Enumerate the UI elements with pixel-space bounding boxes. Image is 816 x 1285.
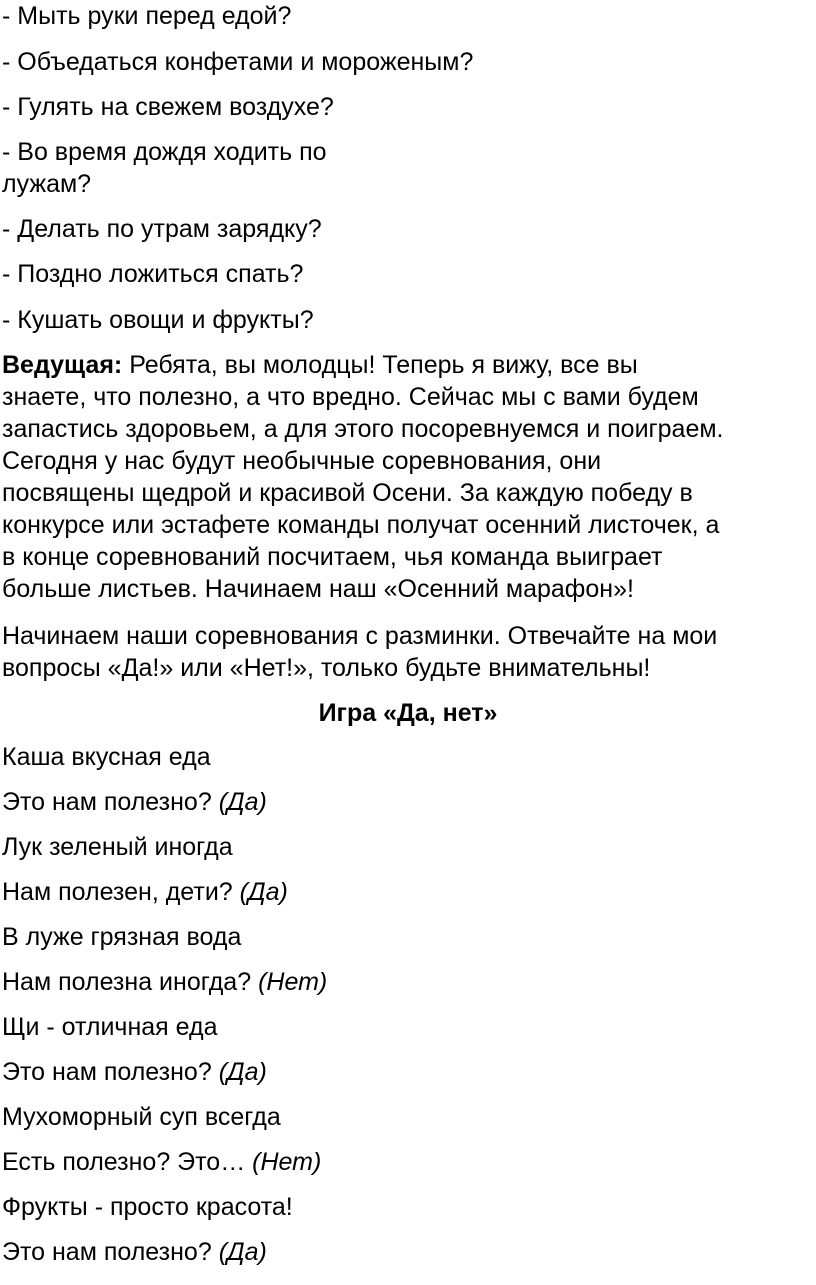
- verse-text: Это нам полезно?: [2, 1058, 219, 1086]
- game-verse-line: [2, 741, 211, 773]
- game-verse-line: [2, 831, 233, 863]
- warmup-text-row: Начинаем наши соревнования с разминки. Отвечайте на мои: [2, 622, 718, 650]
- verse-text: Щи - отличная еда: [2, 1013, 218, 1041]
- verse-text: Нам полезен, дети?: [2, 878, 240, 906]
- question-line: - Мыть руки перед едой?: [2, 2, 292, 30]
- game-verse-line: [2, 1011, 218, 1043]
- host-text-row: знаете, что полезно, а что вредно. Сейчас мы с вами будем: [2, 383, 699, 411]
- verse-answer: (Нет): [252, 1148, 322, 1176]
- question-line-continued: лужам?: [2, 170, 92, 198]
- verse-answer: (Да): [218, 1058, 267, 1086]
- verse-text: Есть полезно? Это…: [2, 1148, 253, 1176]
- game-verse-line: [2, 966, 327, 998]
- verse-text: Это нам полезно?: [2, 788, 219, 816]
- host-text-row: конкурсе или эстафете команды получат осенний листочек, а: [2, 511, 720, 539]
- host-text-row: в конце соревнований посчитаем, чья команда выиграет: [2, 543, 663, 571]
- question-line: - Объедаться конфетами и мороженым?: [2, 48, 474, 76]
- verse-text: Это нам полезно?: [2, 1238, 219, 1266]
- game-verse-line: [2, 1146, 321, 1178]
- question-line: - Гулять на свежем воздухе?: [2, 93, 334, 121]
- verse-answer: (Да): [218, 788, 267, 816]
- game-verse-line: [2, 1056, 267, 1088]
- verse-answer: (Да): [218, 1238, 267, 1266]
- game-verse-line: [2, 786, 267, 818]
- verse-text: Каша вкусная еда: [2, 743, 211, 771]
- verse-text: В луже грязная вода: [2, 923, 242, 951]
- host-text: Ребята, вы молодцы! Теперь я вижу, все вы: [122, 351, 638, 379]
- warmup-paragraph: [2, 620, 814, 684]
- verse-text: Мухоморный суп всегда: [2, 1103, 281, 1131]
- verse-answer: (Да): [239, 878, 288, 906]
- game-title: Игра «Да, нет»: [318, 699, 498, 727]
- game-verse-line: [2, 1191, 293, 1223]
- host-text-row: посвящены щедрой и красивой Осени. За каждую победу в: [2, 479, 693, 507]
- game-verse-line: [2, 876, 288, 908]
- question-line: - Делать по утрам зарядку?: [2, 215, 322, 243]
- host-paragraph-first-row: [2, 349, 814, 381]
- question-line: - Во время дождя ходить по: [2, 138, 327, 166]
- game-verse-line: [2, 921, 241, 953]
- warmup-text-row: вопросы «Да!» или «Нет!», только будьте внимательны!: [2, 654, 651, 682]
- question-line: - Поздно ложиться спать?: [2, 260, 304, 288]
- speaker-label: Ведущая:: [2, 351, 123, 379]
- host-paragraph: [2, 349, 814, 605]
- verse-text: Фрукты - просто красота!: [2, 1193, 293, 1221]
- game-verse-line: [2, 1101, 281, 1133]
- host-text-row: запастись здоровьем, а для этого посоревнуемся и поиграем.: [2, 415, 724, 443]
- verse-answer: (Нет): [258, 968, 328, 996]
- verse-text: Лук зеленый иногда: [2, 833, 233, 861]
- question-line: - Кушать овощи и фрукты?: [2, 306, 314, 334]
- host-text-row: больше листьев. Начинаем наш «Осенний марафон»!: [2, 575, 634, 603]
- game-verse-line: [2, 1236, 267, 1268]
- verse-text: Нам полезна иногда?: [2, 968, 259, 996]
- host-text-row: Сегодня у нас будут необычные соревнования, они: [2, 447, 602, 475]
